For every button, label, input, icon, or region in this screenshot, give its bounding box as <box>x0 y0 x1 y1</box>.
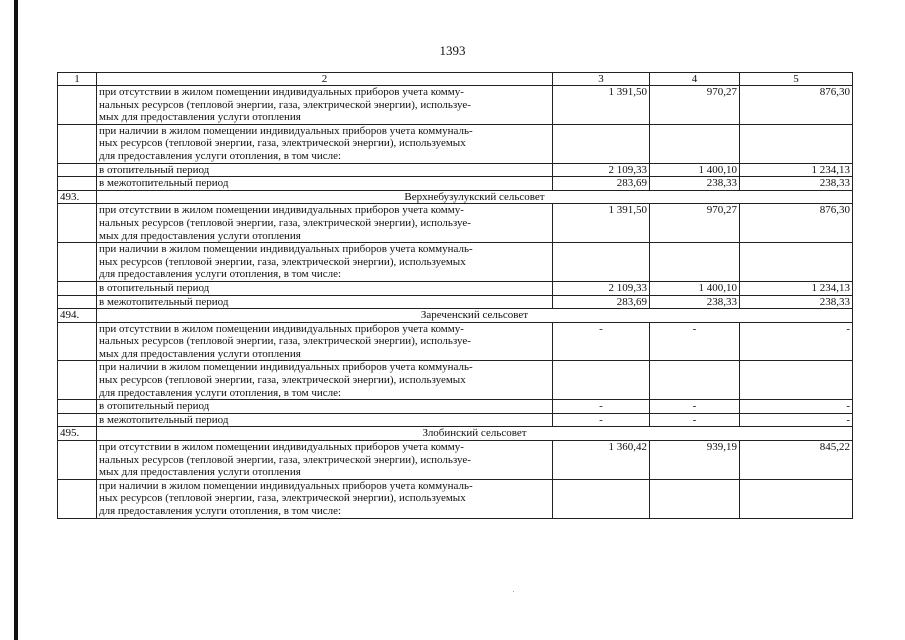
section-row <box>58 309 853 323</box>
row-number-cell <box>58 243 97 282</box>
description-cell <box>97 479 553 518</box>
section-number: 493. <box>58 190 97 204</box>
description-cell <box>97 124 553 163</box>
section-number: 494. <box>58 309 97 323</box>
description-line: при наличии в жилом помещении индивидуальных приборов учета коммуналь- <box>99 479 473 492</box>
description-cell <box>97 295 553 309</box>
value-cell-col4 <box>650 243 740 282</box>
value-cell-col4: 1 400,10 <box>650 163 740 177</box>
value-cell-col3 <box>553 479 650 518</box>
description-line: мых для предоставления услуги отопления <box>99 111 301 124</box>
value-cell-col3: 1 360,42 <box>553 441 650 480</box>
section-title: Верхнебузулукский сельсовет <box>97 190 853 204</box>
table-row <box>58 281 853 295</box>
description-line: для предоставления услуги отопления, в том числе: <box>99 149 342 162</box>
scan-speck <box>513 591 514 592</box>
column-header: 2 <box>97 73 553 86</box>
table-row <box>58 322 853 361</box>
table-row <box>58 86 853 125</box>
description-line: мых для предоставления услуги отопления <box>99 466 301 479</box>
description-line: для предоставления услуги отопления, в том числе: <box>99 505 342 517</box>
description-line: в межотопительный период <box>99 413 229 426</box>
column-header: 1 <box>58 73 97 86</box>
value-cell-col4 <box>650 479 740 518</box>
description-line: при отсутствии в жилом помещении индивидуальных приборов учета комму- <box>99 441 464 454</box>
value-cell-col4: - <box>650 400 740 414</box>
row-number-cell <box>58 86 97 125</box>
table-row <box>58 413 853 427</box>
description-line: при наличии в жилом помещении индивидуальных приборов учета коммуналь- <box>99 243 473 256</box>
value-cell-col3 <box>553 243 650 282</box>
value-cell-col3: 1 391,50 <box>553 204 650 243</box>
row-number-cell <box>58 124 97 163</box>
description-line: при наличии в жилом помещении индивидуальных приборов учета коммуналь- <box>99 361 473 374</box>
value-cell-col5: 238,33 <box>740 295 853 309</box>
table-header-row <box>58 73 853 86</box>
table-body <box>58 86 853 519</box>
value-cell-col5: 238,33 <box>740 177 853 191</box>
row-number-cell <box>58 281 97 295</box>
value-cell-col3: 283,69 <box>553 295 650 309</box>
description-line: в отопительный период <box>99 163 210 176</box>
section-number: 495. <box>58 427 97 441</box>
description-line: для предоставления услуги отопления, в том числе: <box>99 268 342 281</box>
description-line: нальных ресурсов (тепловой энергии, газа, электрической энергии), используе- <box>99 216 471 229</box>
description-cell <box>97 177 553 191</box>
description-line: для предоставления услуги отопления, в том числе: <box>99 386 342 399</box>
table-row <box>58 177 853 191</box>
value-cell-col5 <box>740 124 853 163</box>
value-cell-col5 <box>740 361 853 400</box>
value-cell-col4: - <box>650 413 740 427</box>
description-line: в отопительный период <box>99 281 210 294</box>
section-row <box>58 427 853 441</box>
tariff-table <box>57 72 853 519</box>
table-row <box>58 361 853 400</box>
value-cell-col5: 1 234,13 <box>740 163 853 177</box>
value-cell-col3 <box>553 124 650 163</box>
description-cell <box>97 86 553 125</box>
table-row <box>58 204 853 243</box>
description-cell <box>97 361 553 400</box>
row-number-cell <box>58 177 97 191</box>
row-number-cell <box>58 361 97 400</box>
value-cell-col5 <box>740 479 853 518</box>
section-title: Зареченский сельсовет <box>97 309 853 323</box>
table-row <box>58 295 853 309</box>
value-cell-col3: - <box>553 400 650 414</box>
value-cell-col4 <box>650 124 740 163</box>
value-cell-col3: 283,69 <box>553 177 650 191</box>
description-line: нальных ресурсов (тепловой энергии, газа, электрической энергии), используе- <box>99 453 471 466</box>
value-cell-col5: 876,30 <box>740 86 853 125</box>
value-cell-col4: 970,27 <box>650 204 740 243</box>
description-line: мых для предоставления услуги отопления <box>99 229 301 242</box>
table-row <box>58 479 853 518</box>
value-cell-col4: 939,19 <box>650 441 740 480</box>
row-number-cell <box>58 295 97 309</box>
section-row <box>58 190 853 204</box>
row-number-cell <box>58 400 97 414</box>
column-header: 5 <box>740 73 853 86</box>
description-line: ных ресурсов (тепловой энергии, газа, электрической энергии), используемых <box>99 374 466 387</box>
description-line: ных ресурсов (тепловой энергии, газа, электрической энергии), используемых <box>99 255 466 268</box>
value-cell-col4: 238,33 <box>650 177 740 191</box>
column-header: 3 <box>553 73 650 86</box>
description-line: ных ресурсов (тепловой энергии, газа, электрической энергии), используемых <box>99 492 466 505</box>
scan-edge-bar <box>14 0 18 640</box>
row-number-cell <box>58 479 97 518</box>
value-cell-col4: 238,33 <box>650 295 740 309</box>
description-line: нальных ресурсов (тепловой энергии, газа, электрической энергии), используе- <box>99 335 471 348</box>
table-row <box>58 124 853 163</box>
description-line: в межотопительный период <box>99 295 229 308</box>
description-cell <box>97 322 553 361</box>
column-header: 4 <box>650 73 740 86</box>
row-number-cell <box>58 163 97 177</box>
description-cell <box>97 413 553 427</box>
description-line: в отопительный период <box>99 400 210 413</box>
table-row <box>58 163 853 177</box>
description-line: мых для предоставления услуги отопления <box>99 347 301 360</box>
value-cell-col4 <box>650 361 740 400</box>
row-number-cell <box>58 441 97 480</box>
description-cell <box>97 243 553 282</box>
table-row <box>58 441 853 480</box>
description-cell <box>97 400 553 414</box>
value-cell-col4: 1 400,10 <box>650 281 740 295</box>
section-title: Злобинский сельсовет <box>97 427 853 441</box>
description-line: при отсутствии в жилом помещении индивидуальных приборов учета комму- <box>99 204 464 217</box>
value-cell-col3: - <box>553 322 650 361</box>
value-cell-col3: 2 109,33 <box>553 281 650 295</box>
description-line: при отсутствии в жилом помещении индивидуальных приборов учета комму- <box>99 86 464 98</box>
value-cell-col5 <box>740 243 853 282</box>
description-cell <box>97 281 553 295</box>
value-cell-col4: - <box>650 322 740 361</box>
table-row <box>58 400 853 414</box>
row-number-cell <box>58 322 97 361</box>
description-line: в межотопительный период <box>99 177 229 190</box>
value-cell-col4: 970,27 <box>650 86 740 125</box>
value-cell-col5: 1 234,13 <box>740 281 853 295</box>
table-row <box>58 243 853 282</box>
value-cell-col5: 876,30 <box>740 204 853 243</box>
description-line: нальных ресурсов (тепловой энергии, газа, электрической энергии), используе- <box>99 98 471 111</box>
value-cell-col5: - <box>740 413 853 427</box>
description-cell <box>97 204 553 243</box>
value-cell-col3: - <box>553 413 650 427</box>
description-line: при наличии в жилом помещении индивидуальных приборов учета коммуналь- <box>99 124 473 137</box>
row-number-cell <box>58 413 97 427</box>
description-line: ных ресурсов (тепловой энергии, газа, электрической энергии), используемых <box>99 137 466 150</box>
page-number: 1393 <box>439 43 466 58</box>
description-line: при отсутствии в жилом помещении индивидуальных приборов учета комму- <box>99 322 464 335</box>
value-cell-col3 <box>553 361 650 400</box>
value-cell-col3: 2 109,33 <box>553 163 650 177</box>
row-number-cell <box>58 204 97 243</box>
description-cell <box>97 441 553 480</box>
value-cell-col5: - <box>740 400 853 414</box>
value-cell-col3: 1 391,50 <box>553 86 650 125</box>
value-cell-col5: 845,22 <box>740 441 853 480</box>
description-cell <box>97 163 553 177</box>
value-cell-col5: - <box>740 322 853 361</box>
